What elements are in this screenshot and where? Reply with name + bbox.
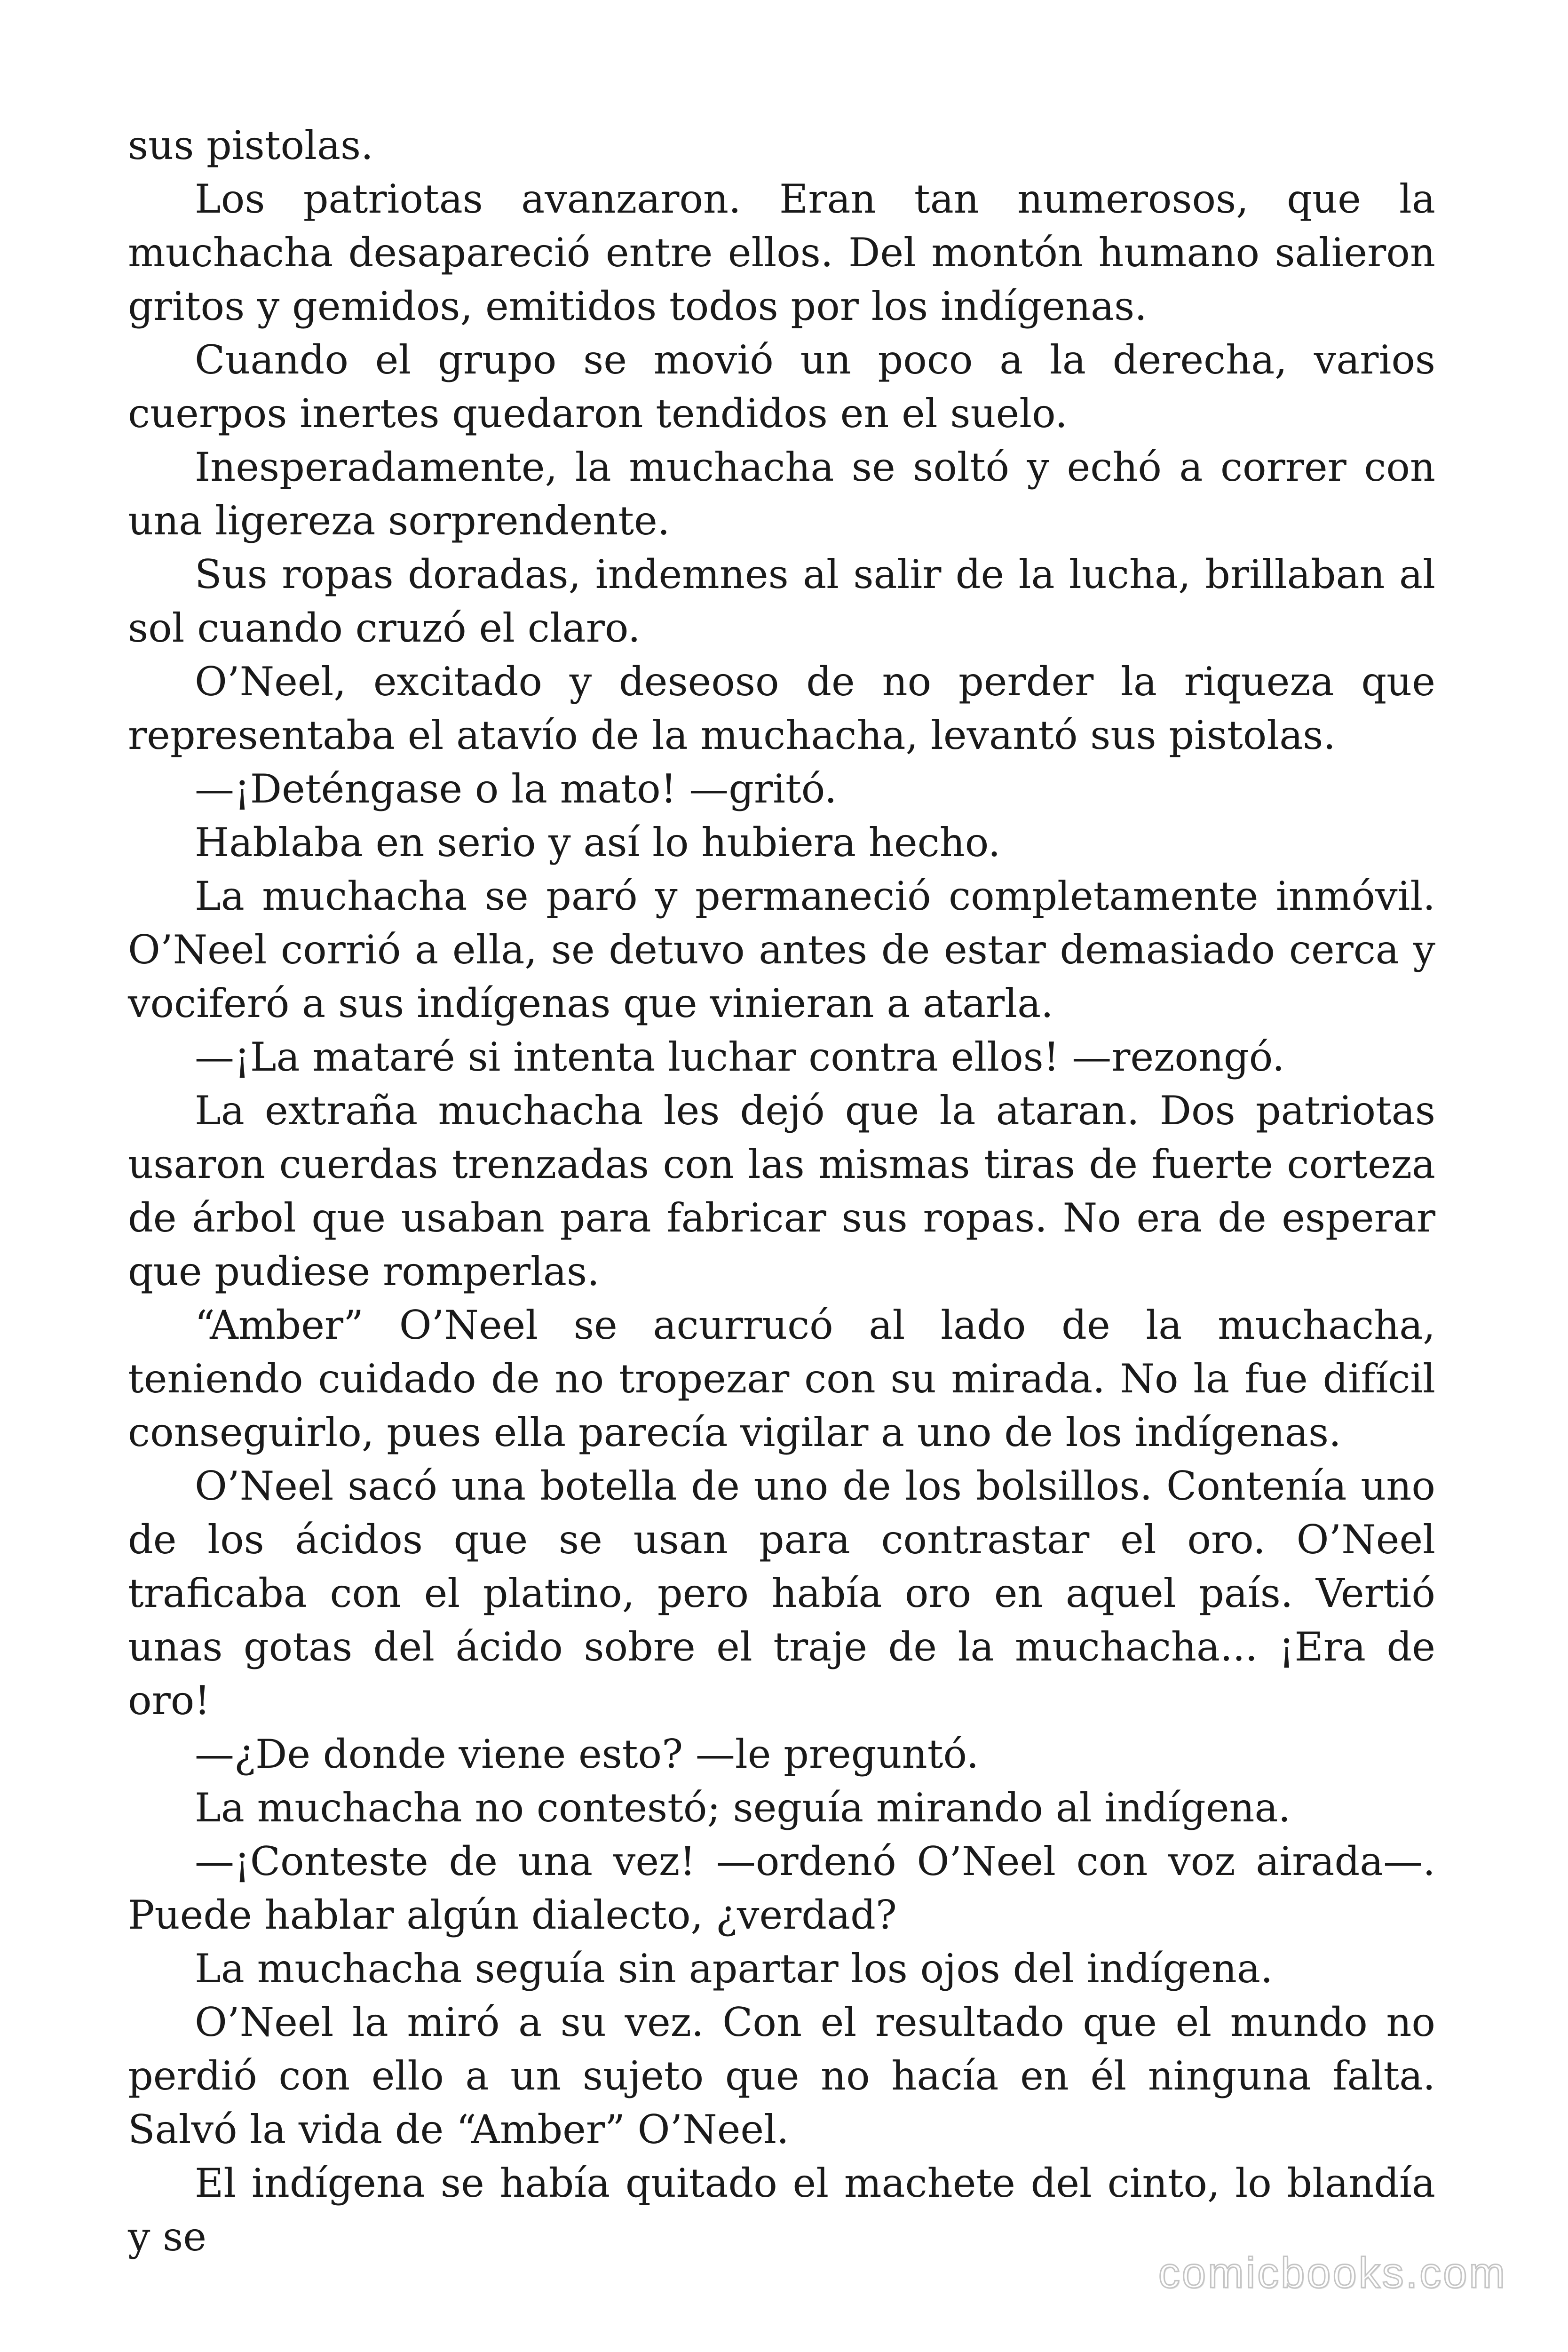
paragraph: —¿De donde viene esto? —le preguntó. [195,1731,979,1777]
paragraph: O’Neel sacó una botella de uno de los bolsillos. Contenía uno de los ácidos que se usan para contrastar el oro. O’Neel traficaba con el platino, pero había oro en aquel país. Vertió unas gotas del ácido sobre el traje de la muchacha... ¡Era de oro! [128,1463,1435,1724]
paragraph: “Amber” O’Neel se acurrucó al lado de la muchacha, teniendo cuidado de no tropezar con su mirada. No la fue difícil conseguirlo, pues ella parecía vigilar a uno de los indígenas. [128,1302,1435,1455]
paragraph: sus pistolas. [128,122,373,168]
paragraph: Hablaba en serio y así lo hubiera hecho. [195,819,1001,866]
paragraph: —¡La mataré si intenta luchar contra ellos! —rezongó. [195,1034,1285,1080]
paragraph: La muchacha no contestó; seguía mirando al indígena. [195,1785,1291,1831]
paragraph: Los patriotas avanzaron. Eran tan numerosos, que la muchacha desapareció entre ellos. Del montón humano salieron gritos y gemidos, emitidos todos por los indígenas. [128,176,1435,329]
paragraph: O’Neel la miró a su vez. Con el resultado que el mundo no perdió con ello a un sujeto que no hacía en él ninguna falta. Salvó la vida de “Amber” O’Neel. [128,1999,1435,2153]
paragraph: El indígena se había quitado el machete del cinto, lo blandía y se [128,2160,1435,2260]
paragraph: La muchacha seguía sin apartar los ojos del indígena. [195,1946,1273,1992]
paragraph: Cuando el grupo se movió un poco a la derecha, varios cuerpos inertes quedaron tendidos en el suelo. [128,337,1435,437]
watermark: comicbooks.com [1158,2249,1507,2297]
page-text [128,119,1435,2264]
paragraph: Sus ropas doradas, indemnes al salir de la lucha, brillaban al sol cuando cruzó el claro. [128,551,1435,651]
paragraph: La extraña muchacha les dejó que la ataran. Dos patriotas usaron cuerdas trenzadas con las mismas tiras de fuerte corteza de árbol que usaban para fabricar sus ropas. No era de esperar que pudiese romperlas. [128,1088,1435,1295]
paragraph: Inesperadamente, la muchacha se soltó y echó a correr con una ligereza sorprendente. [128,444,1435,544]
paragraph: —¡Conteste de una vez! —ordenó O’Neel con voz airada—. Puede hablar algún dialecto, ¿verdad? [128,1838,1435,1938]
paragraph: —¡Deténgase o la mato! —gritó. [195,766,837,812]
paragraph: La muchacha se paró y permaneció completamente inmóvil. O’Neel corrió a ella, se detuvo antes de estar demasiado cerca y vociferó a sus indígenas que vinieran a atarla. [128,873,1435,1026]
paragraph: O’Neel, excitado y deseoso de no perder la riqueza que representaba el atavío de la muchacha, levantó sus pistolas. [128,659,1435,758]
